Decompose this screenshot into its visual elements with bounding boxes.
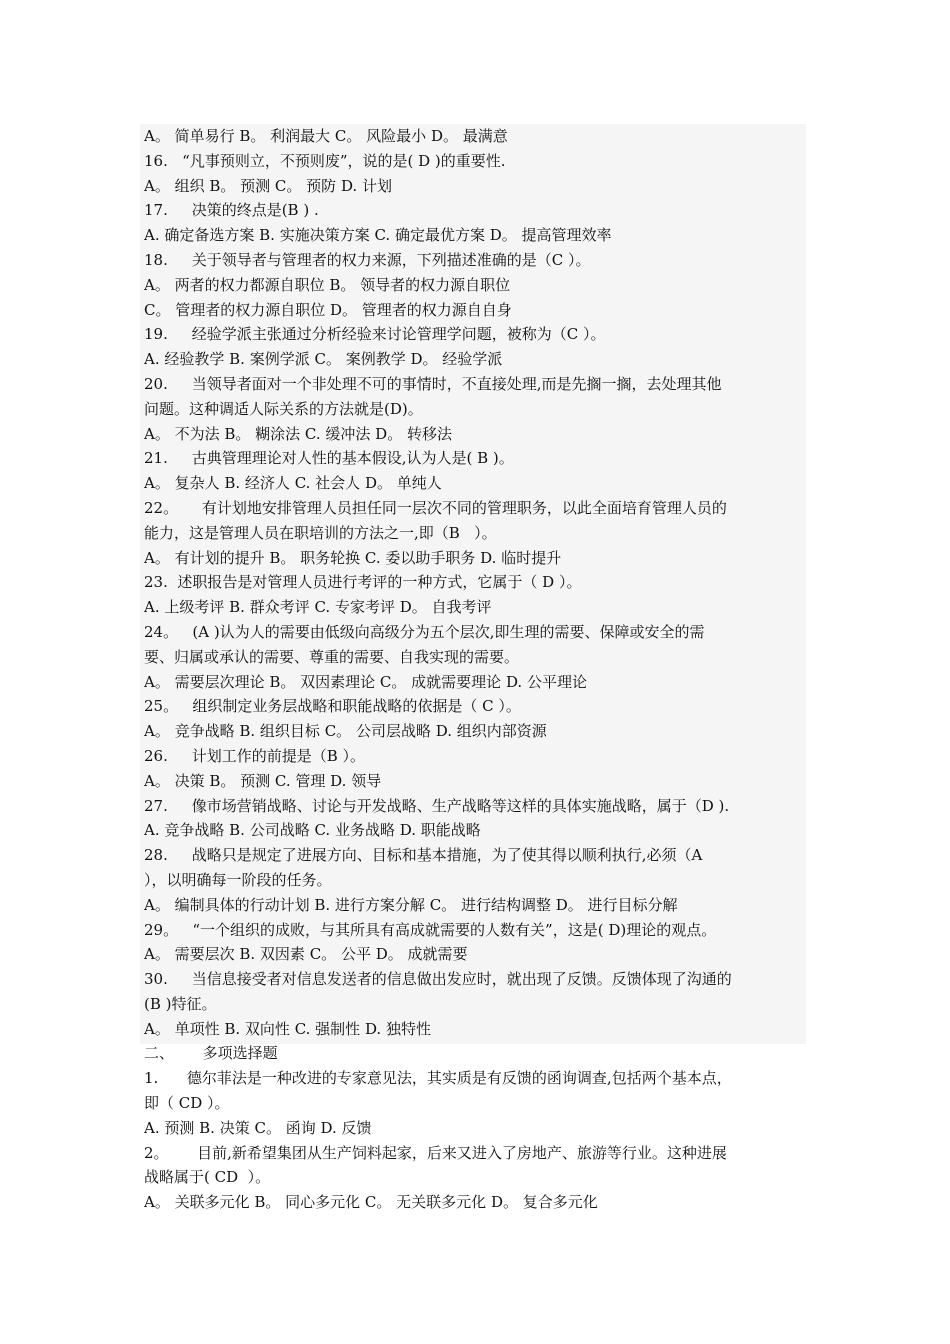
text-line: 19. 经验学派主张通过分析经验来讨论管理学问题，被称为（C ）。 bbox=[144, 325, 606, 344]
text-line: (B )特征。 bbox=[144, 994, 217, 1013]
text-line: A。 简单易行 B。 利润最大 C。 风险最小 D。 最满意 bbox=[144, 127, 508, 145]
text-line: 17. 决策的终点是(B ) . bbox=[144, 201, 319, 220]
text-line: A。 两者的权力都源自职位 B。 领导者的权力源自职位 bbox=[144, 275, 511, 294]
text-line: A。 单项性 B. 双向性 C. 强制性 D. 独特性 bbox=[144, 1019, 431, 1038]
text-line: ），以明确每一阶段的任务。 bbox=[144, 870, 332, 889]
text-line: A。 关联多元化 B。 同心多元化 C。 无关联多元化 D。 复合多元化 bbox=[144, 1193, 598, 1212]
text-line: 27. 像市场营销战略、讨论与开发战略、生产战略等这样的具体实施战略，属于（D ). bbox=[144, 796, 730, 815]
text-line: A。 需要层次 B. 双因素 C。 公平 D。 成就需要 bbox=[144, 945, 468, 964]
text-line: A。 不为法 B。 糊涂法 C. 缓冲法 D。 转移法 bbox=[144, 424, 452, 443]
text-line: 即（ CD ）。 bbox=[144, 1094, 230, 1113]
text-line: 2。 目前,新希望集团从生产饲料起家，后来又进入了房地产、旅游等行业。这种进展 bbox=[144, 1143, 727, 1162]
text-line: A。 有计划的提升 B。 职务轮换 C. 委以助手职务 D. 临时提升 bbox=[144, 548, 562, 567]
text-line: 21. 古典管理理论对人性的基本假设,认为人是( B )。 bbox=[144, 449, 514, 468]
text-line: 20. 当领导者面对一个非处理不可的事情时，不直接处理,而是先搁一搁，去处理其他 bbox=[144, 374, 722, 393]
text-line: 18. 关于领导者与管理者的权力来源，下列描述准确的是（C ）。 bbox=[144, 250, 591, 269]
text-line: 24。 (A )认为人的需要由低级向高级分为五个层次,即生理的需要、保障或安全的需 bbox=[144, 622, 705, 641]
text-line: C。 管理者的权力源自职位 D。 管理者的权力源自自身 bbox=[144, 300, 512, 319]
text-line: 25。 组织制定业务层战略和职能战略的依据是（ C ）。 bbox=[144, 697, 521, 716]
text-line: A. 经验教学 B. 案例学派 C。 案例教学 D。 经验学派 bbox=[144, 350, 503, 369]
text-line: 28. 战略只是规定了进展方向、目标和基本措施，为了使其得以顺利执行,必须（A bbox=[144, 846, 703, 865]
text-line: A. 上级考评 B. 群众考评 C. 专家考评 D。 自我考评 bbox=[144, 598, 492, 617]
text-line: 问题。这种调适人际关系的方法就是(D)。 bbox=[144, 399, 423, 418]
text-line: 23. 述职报告是对管理人员进行考评的一种方式，它属于（ D ）。 bbox=[144, 573, 582, 592]
text-line: A. 确定备选方案 B. 实施决策方案 C. 确定最优方案 D。 提高管理效率 bbox=[144, 226, 612, 245]
section-heading: 二、 多项选择题 bbox=[144, 1044, 278, 1063]
text-line: 30. 当信息接受者对信息发送者的信息做出发应时，就出现了反馈。反馈体现了沟通的 bbox=[144, 970, 732, 989]
text-line: 战略属于( CD ）。 bbox=[144, 1168, 271, 1187]
text-line: A。 编制具体的行动计划 B. 进行方案分解 C。 进行结构调整 D。 进行目标分解 bbox=[144, 895, 678, 914]
text-line: 26. 计划工作的前提是（B ）。 bbox=[144, 746, 365, 765]
text-line: 29。 “一个组织的成败，与其所具有高成就需要的人数有关”，这是( D)理论的观点。 bbox=[144, 920, 717, 939]
text-line: A. 预测 B. 决策 C。 函询 D. 反馈 bbox=[144, 1118, 372, 1137]
text-line: A。 需要层次理论 B。 双因素理论 C。 成就需要理论 D. 公平理论 bbox=[144, 672, 587, 691]
text-line: A. 竞争战略 B. 公司战略 C. 业务战略 D. 职能战略 bbox=[144, 821, 481, 840]
text-line: 能力，这是管理人员在职培训的方法之一,即（B ）。 bbox=[144, 523, 497, 542]
text-line: 22。 有计划地安排管理人员担任同一层次不同的管理职务，以此全面培育管理人员的 bbox=[144, 498, 727, 517]
text-line: A。 竞争战略 B. 组织目标 C。 公司层战略 D. 组织内部资源 bbox=[144, 722, 547, 741]
text-line: A。 复杂人 B. 经济人 C. 社会人 D。 单纯人 bbox=[144, 474, 442, 493]
text-line: 16. “凡事预则立，不预则废”，说的是( D )的重要性. bbox=[144, 151, 506, 170]
text-line: A。 决策 B。 预测 C. 管理 D. 领导 bbox=[144, 771, 382, 790]
document-body bbox=[144, 124, 806, 1215]
text-line: A。 组织 B。 预测 C。 预防 D. 计划 bbox=[144, 176, 392, 195]
text-line: 要、归属或承认的需要、尊重的需要、自我实现的需要。 bbox=[144, 647, 520, 666]
text-line: 1. 德尔菲法是一种改进的专家意见法，其实质是有反馈的函询调查,包括两个基本点， bbox=[144, 1069, 732, 1088]
